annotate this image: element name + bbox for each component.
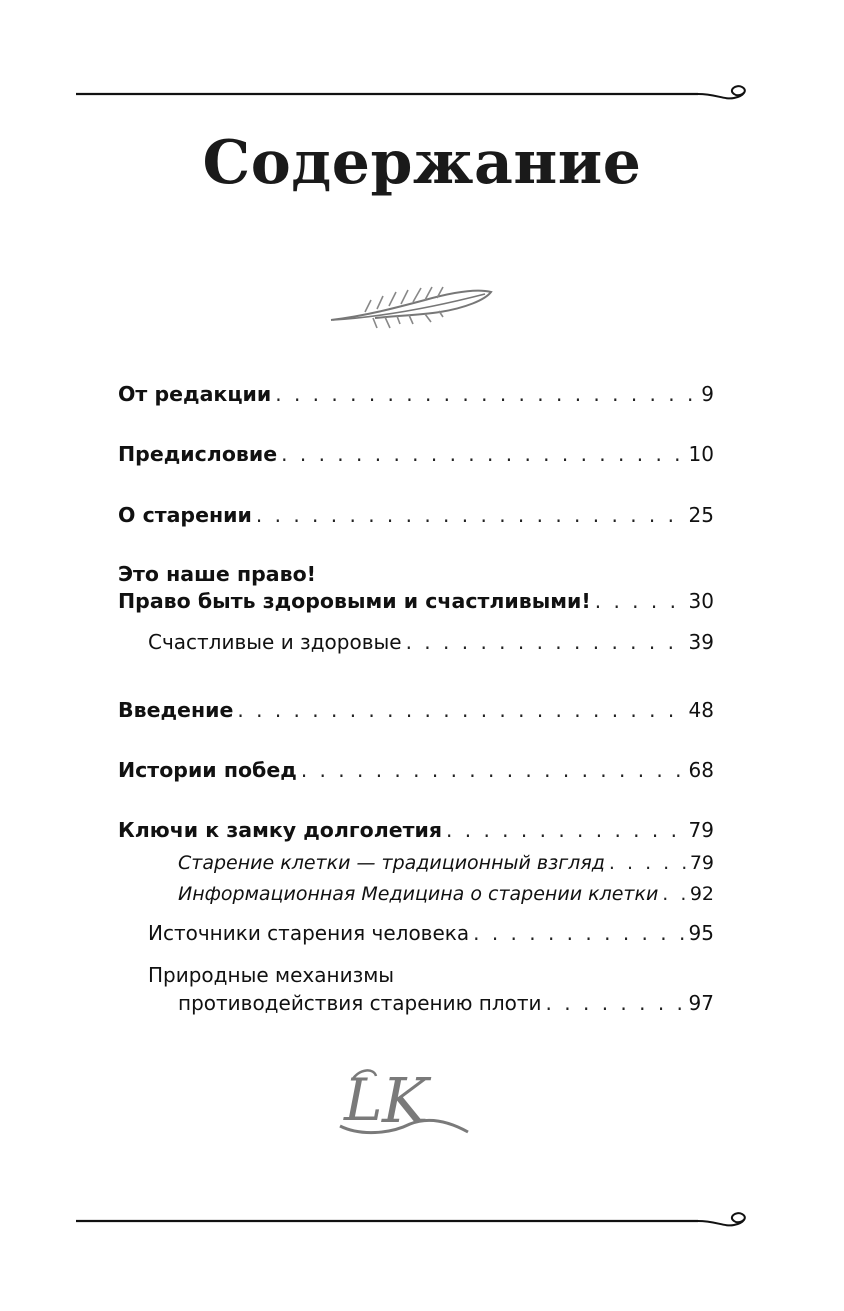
toc-entry[interactable] <box>118 503 714 527</box>
toc-entry[interactable] <box>118 758 714 782</box>
toc-entry-title: Предисловие <box>118 442 278 466</box>
toc-entry-title: Счастливые и здоровые <box>148 630 402 654</box>
dot-leader <box>281 442 684 466</box>
toc-entry-title: Источники старения человека <box>148 921 470 945</box>
toc-subentry[interactable] <box>178 991 714 1015</box>
bottom-ornamental-rule <box>76 1207 756 1233</box>
svg-text:L: L <box>344 1066 383 1134</box>
dot-leader <box>473 921 684 945</box>
toc-page-number: 25 <box>688 503 714 527</box>
toc-entry-title: Введение <box>118 698 234 722</box>
dot-leader <box>275 382 697 406</box>
toc-page-number: 39 <box>688 630 714 654</box>
svg-text:K: K <box>382 1064 429 1137</box>
toc-entry[interactable] <box>118 382 714 406</box>
toc-entry-title: От редакции <box>118 382 272 406</box>
toc-entry-title: Право быть здоровыми и счастливыми! <box>118 589 591 613</box>
toc-entry-title: Старение клетки — традиционный взгляд <box>178 852 605 874</box>
dot-leader <box>256 503 685 527</box>
toc-page-number: 79 <box>689 852 714 874</box>
toc-entry[interactable] <box>118 698 714 722</box>
toc-page-number: 48 <box>688 698 714 722</box>
toc-subsubentry[interactable] <box>178 882 714 906</box>
toc-entry[interactable] <box>118 442 714 466</box>
toc-entry-title-line1: Природные механизмы <box>148 963 395 987</box>
toc-entry-title: Ключи к замку долголетия <box>118 818 443 842</box>
toc-page-number: 97 <box>688 991 714 1015</box>
toc-subsubentry[interactable] <box>178 851 714 875</box>
toc-page-number: 9 <box>701 382 714 406</box>
page-title: Содержание <box>202 128 642 198</box>
dot-leader <box>237 698 684 722</box>
dot-leader <box>662 882 686 906</box>
toc-entry-title: противодействия старению плоти <box>178 991 542 1015</box>
lk-monogram-icon <box>330 1062 480 1142</box>
toc-entry-title: Истории побед <box>118 758 297 782</box>
toc-entry[interactable] <box>118 589 714 613</box>
toc-entry-title: Информационная Медицина о старении клетки <box>178 883 659 905</box>
dot-leader <box>446 818 685 842</box>
toc-page-number: 10 <box>688 442 714 466</box>
toc-page-number: 95 <box>688 921 714 945</box>
toc-entry-title-line1: Это наше право! <box>118 562 317 586</box>
dot-leader <box>301 758 685 782</box>
dot-leader <box>546 991 685 1015</box>
toc-page-number: 68 <box>688 758 714 782</box>
dot-leader <box>595 589 685 613</box>
toc-page-number: 92 <box>689 883 714 905</box>
toc-page-number: 30 <box>688 589 714 613</box>
toc-entry-title: О старении <box>118 503 252 527</box>
toc-subentry[interactable] <box>148 921 714 945</box>
toc-page-number: 79 <box>688 818 714 842</box>
dot-leader <box>406 630 685 654</box>
toc-entry[interactable] <box>118 818 714 842</box>
dot-leader <box>609 851 686 875</box>
toc-subentry[interactable] <box>148 630 714 654</box>
